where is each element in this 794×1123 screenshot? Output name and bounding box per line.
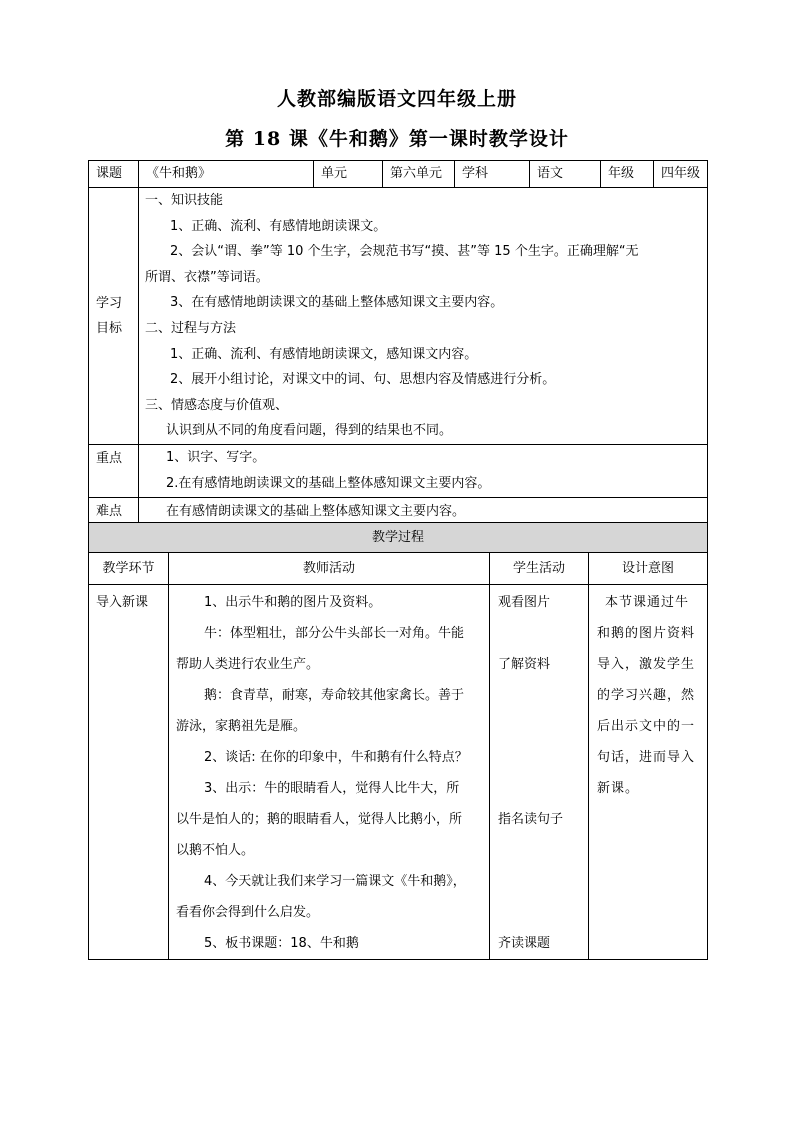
process-row	[89, 585, 708, 960]
teacher-line: 牛：体型粗壮，部分公牛头部长一对角。牛能	[204, 626, 465, 641]
header-student: 学生活动	[490, 553, 589, 585]
teacher-line: 鹅：食青草，耐寒，寿命较其他家禽长。善于	[204, 688, 465, 703]
objective-line: 1、正确、流利、有感情地朗读课文，感知课文内容。	[170, 346, 478, 362]
student-line: 齐读课题	[498, 936, 551, 951]
objective-line: 认识到从不同的角度看问题，得到的结果也不同。	[166, 423, 453, 439]
design-line: 本节课通过牛	[605, 595, 690, 610]
student-line	[490, 711, 588, 742]
lesson-title: 第 18 课《牛和鹅》第一课时教学设计	[225, 128, 569, 150]
grade-value: 四年级	[654, 161, 708, 188]
info-row	[89, 161, 708, 188]
lesson-info-table	[88, 160, 708, 527]
design-line: 句话，进而导入	[597, 750, 696, 765]
objective-heading: 二、过程与方法	[145, 320, 237, 336]
subject-label: 学科	[455, 161, 530, 188]
difficulty-content: 在有感情朗读课文的基础上整体感知课文主要内容。	[139, 497, 708, 526]
design-line: 导入，激发学生	[597, 657, 696, 672]
teacher-line: 1、出示牛和鹅的图片及资料。	[204, 595, 382, 610]
objective-line: 所谓、衣襟”等词语。	[145, 269, 269, 285]
student-line	[490, 742, 588, 773]
objective-line: 3、在有感情地朗读课文的基础上整体感知课文主要内容。	[170, 295, 504, 311]
section-title: 教学过程	[89, 523, 708, 553]
unit-value: 第六单元	[383, 161, 455, 188]
student-line	[490, 680, 588, 711]
objective-line: 1、正确、流利、有感情地朗读课文。	[170, 218, 387, 234]
teacher-line: 以牛是怕人的；鹅的眼睛看人，觉得人比鹅小，所	[176, 812, 463, 827]
teacher-line: 2、谈话: 在你的印象中，牛和鹅有什么特点？	[204, 750, 468, 765]
design-line: 和鹅的图片资料	[597, 626, 696, 641]
student-line	[490, 835, 588, 866]
header-design: 设计意图	[589, 553, 708, 585]
objective-line: 2、展开小组讨论，对课文中的词、句、思想内容及情感进行分析。	[170, 372, 556, 388]
header-stage: 教学环节	[89, 553, 169, 585]
key-points-content: 1、识字、写字。 2.在有感情地朗读课文的基础上整体感知课文主要内容。	[139, 444, 708, 497]
teacher-line: 4、今天就让我们来学习一篇课文《牛和鹅》，	[204, 874, 466, 889]
student-activity-cell	[490, 585, 589, 960]
student-line	[490, 897, 588, 928]
objective-heading: 三、情感态度与价值观、	[145, 397, 289, 413]
teacher-line: 看看你会得到什么启发。	[176, 905, 320, 920]
objectives-content	[139, 188, 708, 445]
teacher-line: 3、出示：牛的眼睛看人，觉得人比牛大，所	[204, 781, 460, 796]
difficulty-label: 难点	[89, 497, 139, 526]
student-line	[490, 866, 588, 897]
objectives-row	[89, 188, 708, 445]
teacher-activity-cell	[169, 585, 490, 960]
teaching-process-table	[88, 522, 708, 960]
process-header-row	[89, 553, 708, 585]
document-title: 人教部编版语文四年级上册	[276, 88, 517, 110]
student-line: 观看图片	[498, 595, 551, 610]
design-line: 新课。	[597, 781, 640, 796]
student-line	[490, 773, 588, 804]
student-line	[490, 618, 588, 649]
grade-label: 年级	[601, 161, 654, 188]
design-line: 的学习兴趣，然	[597, 688, 696, 703]
unit-label: 单元	[314, 161, 383, 188]
topic-value: 《牛和鹅》	[139, 161, 314, 188]
stage-cell: 导入新课	[89, 585, 169, 960]
student-line: 了解资料	[498, 657, 551, 672]
topic-label: 课题	[89, 161, 139, 188]
teacher-line: 以鹅不怕人。	[176, 843, 255, 858]
teacher-line: 5、板书课题：18、牛和鹅	[204, 936, 359, 951]
key-points-row	[89, 444, 708, 497]
header-teacher: 教师活动	[169, 553, 490, 585]
objective-line: 2、会认“谓、拳”等 10 个生字，会规范书写“摸、甚”等 15 个生字。正确理解“无	[170, 244, 639, 260]
key-points-label: 重点	[89, 444, 139, 497]
objectives-label: 学习 目标	[89, 188, 139, 445]
teacher-line: 帮助人类进行农业生产。	[176, 657, 320, 672]
teacher-line: 游泳，家鹅祖先是雁。	[176, 719, 307, 734]
student-line: 指名读句子	[498, 812, 564, 827]
design-intent-cell	[589, 585, 708, 960]
subject-value: 语文	[530, 161, 601, 188]
process-section-row	[89, 523, 708, 553]
objective-heading: 一、知识技能	[145, 193, 224, 208]
design-line: 后出示文中的一	[597, 719, 696, 734]
